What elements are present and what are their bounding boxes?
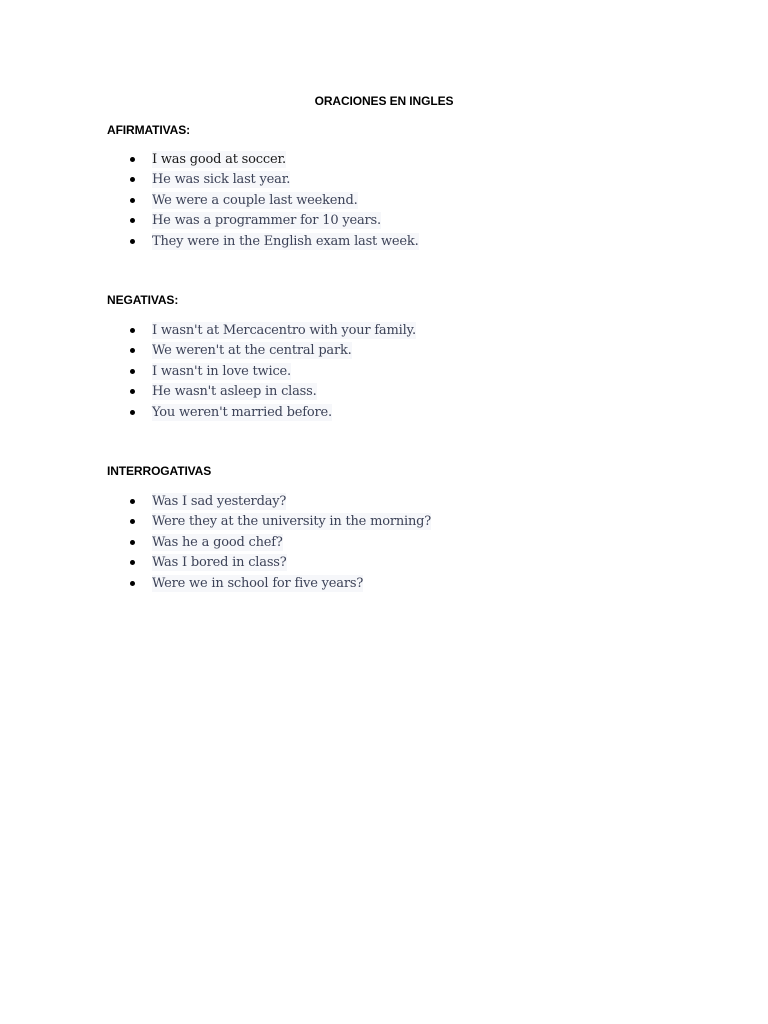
list-item-text: He wasn't asleep in class. [152, 384, 317, 400]
bullet-dot-icon [130, 348, 135, 353]
bullet-dot-icon [130, 581, 135, 586]
section-negativas [107, 292, 667, 420]
list-item [127, 552, 431, 572]
list-item [127, 231, 419, 251]
bullet-dot-icon [130, 499, 135, 504]
list-item [127, 149, 419, 169]
bullet-list [127, 491, 431, 593]
list-item-text: Was he a good chef? [152, 534, 283, 550]
list-item [127, 511, 431, 531]
bullet-dot-icon [130, 369, 135, 374]
bullet-dot-icon [130, 177, 135, 182]
list-item-text: Were they at the university in the morning? [152, 514, 432, 530]
list-item-text: You weren't married before. [152, 404, 332, 420]
list-item [127, 169, 419, 189]
list-item-text: He was a programmer for 10 years. [152, 213, 381, 229]
list-item-text: I was good at soccer. [152, 152, 286, 167]
list-item-text: He was sick last year. [152, 172, 291, 188]
list-item-text: Was I bored in class? [152, 555, 287, 571]
list-item-text: We weren't at the central park. [152, 343, 352, 359]
bullet-dot-icon [130, 410, 135, 415]
bullet-dot-icon [130, 328, 135, 333]
list-item [127, 491, 431, 511]
section-heading: INTERROGATIVAS [107, 464, 212, 478]
bullet-dot-icon [130, 198, 135, 203]
bullet-dot-icon [130, 540, 135, 545]
section-heading: AFIRMATIVAS: [107, 123, 191, 137]
list-item-text: They were in the English exam last week. [152, 233, 419, 249]
bullet-list [127, 149, 419, 251]
section-interrogativas [107, 463, 667, 591]
list-item [127, 573, 431, 593]
list-item [127, 320, 416, 340]
bullet-list [127, 320, 416, 422]
list-item [127, 402, 416, 422]
list-item [127, 210, 419, 230]
list-item-text: Was I sad yesterday? [152, 494, 287, 509]
list-item [127, 190, 419, 210]
list-item [127, 361, 416, 381]
list-item [127, 340, 416, 360]
bullet-dot-icon [130, 519, 135, 524]
bullet-dot-icon [130, 239, 135, 244]
list-item-text: We were a couple last weekend. [152, 192, 358, 208]
section-afirmativas [107, 122, 667, 249]
document-title: ORACIONES EN INGLES [314, 94, 454, 108]
bullet-dot-icon [130, 218, 135, 223]
list-item [127, 381, 416, 401]
bullet-dot-icon [130, 560, 135, 565]
bullet-dot-icon [130, 389, 135, 394]
list-item-text: I wasn't at Mercacentro with your family. [152, 323, 416, 338]
section-heading: NEGATIVAS: [107, 293, 179, 307]
list-item [127, 532, 431, 552]
list-item-text: Were we in school for five years? [152, 575, 364, 591]
bullet-dot-icon [130, 157, 135, 162]
list-item-text: I wasn't in love twice. [152, 363, 291, 379]
